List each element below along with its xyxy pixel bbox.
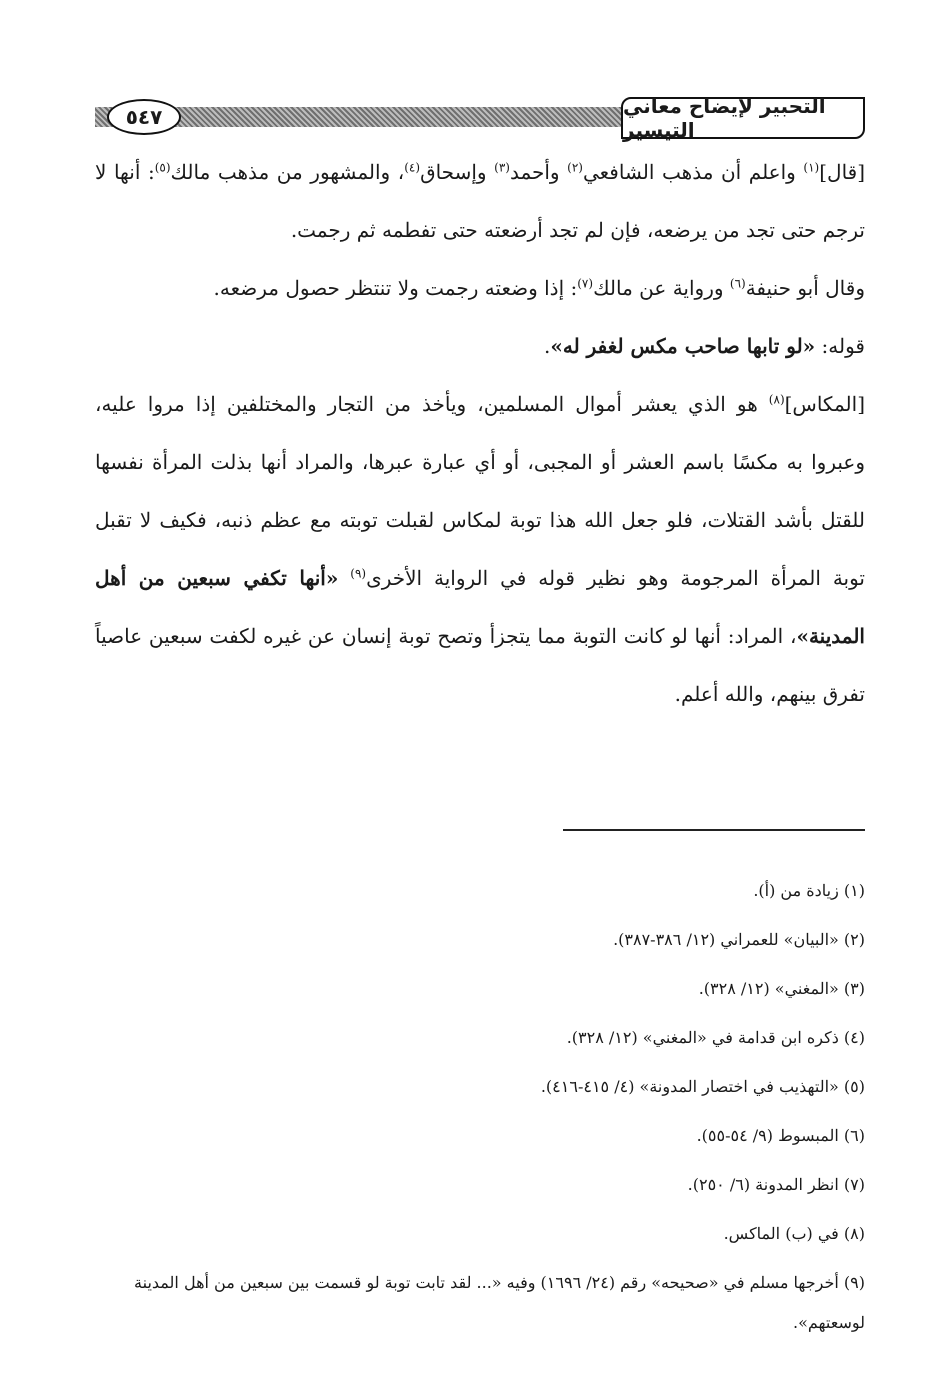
footnote-ref-5: (٥) [154,160,171,175]
page-header [95,94,865,142]
footnote-ref-6: (٦) [729,276,746,291]
footnote-9: (٩) أخرجها مسلم في «صحيحه» رقم (٢٤/ ١٦٩٦) وفيه «... لقد تابت توبة لو قسمت بين سبعين من أهل المدينة لوسعتهم». [134,1273,865,1332]
paragraph-2 [95,259,865,317]
text-run: ورواية عن مالك [593,276,730,300]
text-run: . [544,334,551,358]
text-run: وأحمد [509,160,568,184]
main-text [95,143,865,723]
text-run: ، المراد: أنها لو كانت التوبة مما يتجزأ وتصح توبة إنسان عن غيره لكفت سبعين عاصياً تفرق بينهم، والله أعلم. [95,624,865,706]
footnote-ref-3: (٣) [494,160,510,175]
footnotes [95,866,865,1343]
footnote-5: (٥) «التهذيب في اختصار المدونة» (٤/ ٤١٥-٤١٦). [540,1077,865,1096]
hadith-quote: «أنها تكفي سبعين من أهل المدينة» [95,566,865,648]
footnote-separator [563,829,865,831]
footnote-3: (٣) «المغني» (١٢/ ٣٢٨). [698,979,865,998]
paragraph-3 [95,317,865,375]
paragraph-4 [95,375,865,723]
text-run: هو الذي يعشر أموال المسلمين، ويأخذ من التجار والمختلفين إذا مروا عليه، وعبروا به مكسًا باسم العشر أو المجبى، أو أي عبارة عبرها، والمراد أنها بذلت المرأة نفسها للقتل بأشد القتلات، فلو جعل الله هذا توبة لمكاس لقبلت توبته مع عظم ذنبه، فكيف لا تقبل توبة المرأة المرجومة وهو نظير قوله في الرواية الأخرى [95,392,866,590]
text-run: [المكاس] [784,392,865,416]
footnote-ref-1: (١) [803,160,820,175]
hadith-quote: «لو تابها صاحب مكس لغفر له» [550,334,816,358]
footnote-6: (٦) المبسوط (٩/ ٥٤-٥٥). [696,1126,865,1145]
footnote-7: (٧) انظر المدونة (٦/ ٢٥٠). [687,1175,865,1194]
footnote-ref-8: (٨) [768,392,785,407]
text-run: : إذا وضعته رجمت ولا تنتظر حصول مرضعه. [213,276,578,300]
footnote-ref-7: (٧) [577,276,594,291]
footnote-ref-4: (٤) [404,160,421,175]
footnote-ref-9: (٩) [350,566,367,581]
text-run: قوله: [815,334,865,358]
text-run: وإسحاق [420,160,495,184]
footnote-8: (٨) في (ب) الماكس. [723,1224,865,1243]
text-run: ، والمشهور من مذهب مالك [170,160,405,184]
text-run: : أنها لا ترجم حتى تجد من يرضعه، فإن لم تجد أرضعته حتى تفطمه ثم رجمت. [95,160,865,242]
text-run: واعلم أن مذهب الشافعي [582,160,804,184]
text-run: وقال أبو حنيفة [745,276,865,300]
text-run: [قال] [819,160,866,184]
footnote-1: (١) زيادة من (أ). [753,881,865,900]
footnote-2: (٢) «البيان» للعمراني (١٢/ ٣٨٦-٣٨٧). [613,930,865,949]
footnote-ref-2: (٢) [567,160,583,175]
page-number: ٥٤٧ [107,99,181,135]
book-title: التحبير لإيضاح معاني التيسير [621,97,865,139]
footnote-4: (٤) ذكره ابن قدامة في «المغني» (١٢/ ٣٢٨). [566,1028,865,1047]
paragraph-1 [95,143,865,259]
text-run [338,566,350,590]
